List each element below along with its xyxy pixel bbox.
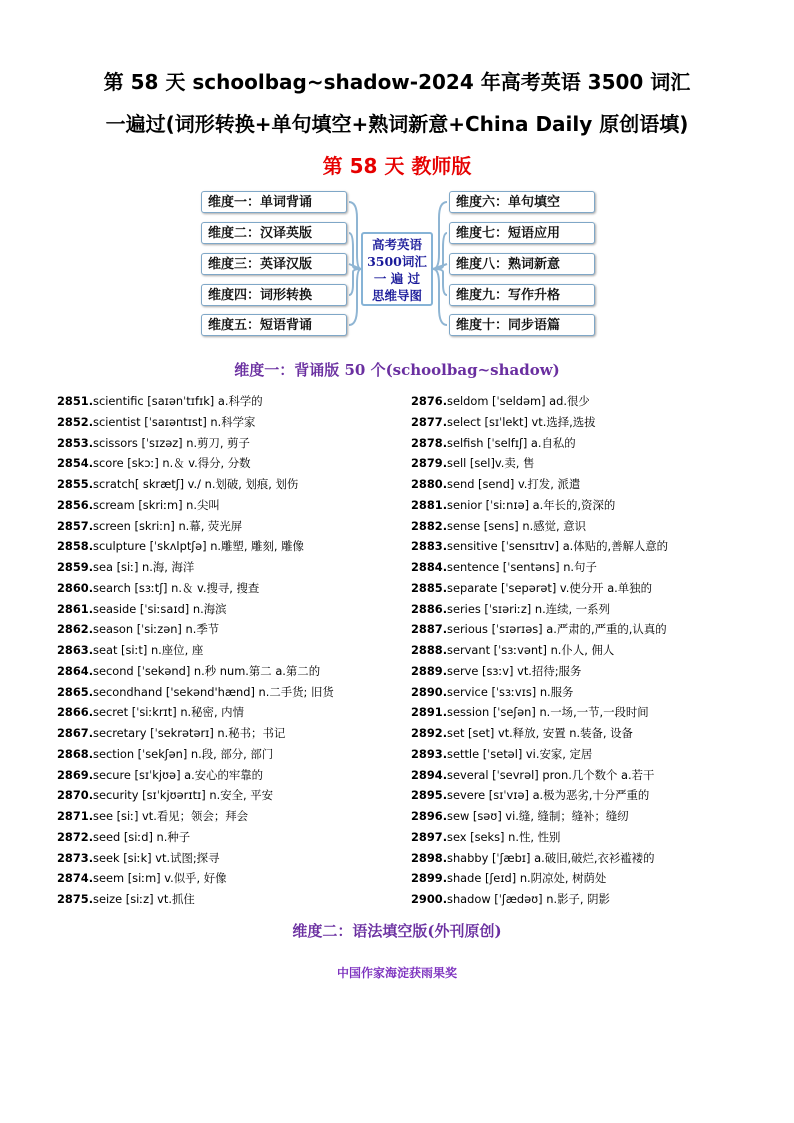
vocab-number: 2893.	[411, 746, 448, 761]
vocab-entry	[57, 661, 402, 682]
vocab-definition: sex [seks] n.性, 性别	[447, 829, 561, 844]
vocab-number: 2892.	[411, 726, 448, 740]
vocab-entry	[57, 536, 402, 557]
vocab-definition: shade [ʃeɪd] n.阴凉处, 树荫处	[447, 871, 607, 886]
vocab-entry	[411, 806, 756, 827]
vocab-definition: sentence [ˈsentəns] n.句子	[447, 560, 597, 574]
vocab-definition: secure [sɪˈkjʊə] a.安心的牢靠的	[93, 767, 264, 782]
vocab-definition: sensitive [ˈsensɪtɪv] a.体贴的,善解人意的	[447, 539, 669, 554]
vocab-number: 2895.	[411, 788, 448, 803]
vocab-number: 2851.	[57, 394, 94, 408]
vocab-number: 2870.	[57, 788, 94, 803]
vocab-entry	[411, 785, 756, 806]
vocab-entry	[57, 578, 402, 599]
vocab-entry	[57, 557, 402, 578]
vocab-entry	[57, 619, 402, 640]
vocab-number: 2871.	[57, 809, 94, 823]
vocab-entry	[411, 433, 756, 454]
vocab-definition: several [ˈsevrəl] pron.几个数个 a.若干	[447, 767, 655, 782]
vocab-definition: settle [ˈsetəl] vi.安家, 定居	[447, 746, 593, 761]
vocab-number: 2877.	[411, 414, 448, 429]
vocab-number: 2859.	[57, 560, 94, 574]
vocab-definition: seaside [ˈsiːsaɪd] n.海滨	[93, 601, 227, 616]
vocab-number: 2854.	[57, 456, 94, 471]
vocab-number: 2890.	[411, 684, 448, 699]
vocab-number: 2896.	[411, 809, 448, 823]
vocab-entry	[57, 765, 402, 786]
vocab-entry	[411, 723, 756, 744]
mind-map-node-right-4: 维度九：写作升格	[449, 284, 595, 306]
vocab-entry	[57, 453, 402, 474]
vocab-definition: second [ˈsekənd] n.秒 num.第二 a.第二的	[93, 663, 321, 678]
mind-map-center-node	[361, 232, 433, 306]
vocab-definition: score [skɔː] n.＆ v.得分, 分数	[93, 456, 251, 471]
vocab-entry	[57, 827, 402, 848]
vocab-number: 2866.	[57, 705, 94, 720]
vocab-definition: scissors [ˈsɪzəz] n.剪刀, 剪子	[93, 435, 250, 450]
vocab-definition: shadow [ˈʃædəʊ] n.影子, 阴影	[447, 892, 610, 906]
vocab-definition: sense [sens] n.感觉, 意识	[447, 518, 587, 533]
vocab-number: 2857.	[57, 518, 94, 533]
vocab-number: 2852.	[57, 414, 94, 429]
vocab-definition: serve [sɜːv] vt.招待;服务	[447, 663, 582, 678]
center-line-1: 高考英语	[371, 237, 422, 252]
vocab-number: 2873.	[57, 850, 94, 865]
mind-map-node-right-3: 维度八：熟词新意	[449, 253, 595, 275]
vocab-definition: scratch[ skrætʃ] v./ n.划破, 划痕, 划伤	[93, 477, 299, 491]
vocab-entry	[57, 723, 402, 744]
teacher-edition-subtitle: 第 58 天 教师版	[322, 154, 472, 178]
vocab-number: 2861.	[57, 601, 94, 616]
vocab-definition: session [ˈseʃən] n.一场,一节,一段时间	[447, 705, 649, 720]
vocab-number: 2894.	[411, 767, 448, 782]
vocab-number: 2881.	[411, 497, 448, 512]
vocab-entry	[57, 682, 402, 703]
vocab-definition: selfish [ˈselfɪʃ] a.自私的	[447, 435, 576, 450]
vocab-number: 2865.	[57, 684, 94, 699]
vocab-entry	[411, 868, 756, 889]
mind-map-node-left-2: 维度二：汉译英版	[201, 222, 347, 244]
vocab-number: 2889.	[411, 663, 448, 678]
vocab-entry	[411, 661, 756, 682]
vocab-number: 2900.	[411, 892, 448, 906]
vocab-number: 2882.	[411, 518, 448, 533]
section-heading-grammar-fill: 维度二：语法填空版(外刊原创)	[292, 922, 502, 940]
vocab-definition: scream [skriːm] n.尖叫	[93, 497, 220, 512]
vocab-definition: season [ˈsiːzən] n.季节	[93, 622, 220, 637]
vocab-entry	[57, 599, 402, 620]
vocab-entry	[411, 744, 756, 765]
vocab-number: 2868.	[57, 746, 94, 761]
vocab-definition: severe [sɪˈvɪə] a.极为恶劣,十分严重的	[447, 788, 650, 803]
vocab-number: 2887.	[411, 622, 448, 637]
word-list-left-column	[57, 391, 402, 910]
vocab-definition: seek [siːk] vt.试图;探寻	[93, 850, 220, 865]
vocab-entry	[57, 806, 402, 827]
vocab-definition: sew [səʊ] vi.缝, 缝制；缝补；缝纫	[447, 809, 629, 823]
vocab-number: 2878.	[411, 435, 448, 450]
vocab-entry	[411, 640, 756, 661]
mind-map-node-left-4: 维度四：词形转换	[201, 284, 347, 306]
mind-map-node-right-5: 维度十：同步语篇	[449, 314, 595, 336]
vocab-entry	[411, 474, 756, 495]
vocab-entry	[411, 619, 756, 640]
vocab-entry	[57, 391, 402, 412]
vocab-number: 2884.	[411, 560, 448, 574]
vocab-number: 2853.	[57, 435, 94, 450]
vocab-definition: send [send] v.打发, 派遣	[447, 477, 581, 491]
vocab-entry	[57, 785, 402, 806]
vocab-entry	[411, 536, 756, 557]
vocab-definition: set [set] vt.释放, 安置 n.装备, 设备	[447, 726, 633, 740]
vocab-number: 2869.	[57, 767, 94, 782]
vocab-number: 2898.	[411, 850, 448, 865]
word-list-right-column	[411, 391, 756, 910]
vocab-number: 2883.	[411, 539, 448, 554]
vocab-entry	[57, 868, 402, 889]
vocab-entry	[411, 702, 756, 723]
vocab-definition: screen [skriːn] n.幕, 荧光屏	[93, 518, 243, 533]
vocab-definition: scientist [ˈsaɪəntɪst] n.科学家	[93, 414, 256, 429]
vocab-entry	[57, 495, 402, 516]
vocab-definition: search [sɜːtʃ] n.＆ v.搜寻, 搜查	[93, 580, 260, 595]
vocab-definition: sea [siː] n.海, 海洋	[93, 560, 195, 574]
vocab-definition: see [siː] vt.看见；领会；拜会	[93, 809, 249, 823]
vocab-number: 2872.	[57, 829, 94, 844]
vocab-entry	[57, 433, 402, 454]
vocab-entry	[411, 495, 756, 516]
vocab-number: 2856.	[57, 497, 94, 512]
vocab-definition: secretary [ˈsekrətərɪ] n.秘书；书记	[93, 726, 286, 740]
vocab-definition: senior [ˈsiːnɪə] a.年长的,资深的	[447, 497, 616, 512]
vocab-entry	[411, 765, 756, 786]
vocab-definition: seat [siːt] n.座位, 座	[93, 643, 204, 657]
vocab-number: 2888.	[411, 643, 448, 657]
vocab-entry	[57, 412, 402, 433]
vocab-number: 2867.	[57, 726, 94, 740]
vocab-entry	[57, 640, 402, 661]
vocab-definition: servant [ˈsɜːvənt] n.仆人, 佣人	[447, 643, 615, 657]
vocab-number: 2876.	[411, 394, 448, 408]
vocab-definition: security [sɪˈkjʊərɪtɪ] n.安全, 平安	[93, 788, 274, 803]
vocab-number: 2897.	[411, 829, 448, 844]
mind-map-node-left-3: 维度三：英译汉版	[201, 253, 347, 275]
vocab-definition: seed [siːd] n.种子	[93, 829, 191, 844]
vocab-entry	[57, 702, 402, 723]
vocab-number: 2858.	[57, 539, 94, 554]
center-line-4: 思维导图	[371, 288, 422, 303]
vocab-entry	[57, 848, 402, 869]
vocab-definition: shabby [ˈʃæbɪ] a.破旧,破烂,衣衫褴褛的	[447, 850, 655, 865]
vocab-definition: select [sɪˈlekt] vt.选择,选拔	[447, 414, 596, 429]
vocab-definition: seldom [ˈseldəm] ad.很少	[447, 394, 590, 408]
vocab-definition: separate [ˈsepərət] v.使分开 a.单独的	[447, 580, 652, 595]
vocab-entry	[411, 516, 756, 537]
vocab-entry	[411, 453, 756, 474]
vocab-entry	[411, 889, 756, 910]
vocab-number: 2855.	[57, 477, 94, 491]
vocab-number: 2874.	[57, 871, 94, 886]
vocab-definition: series [ˈsɪəriːz] n.连续, 一系列	[447, 601, 610, 616]
vocab-number: 2863.	[57, 643, 94, 657]
article-title-link[interactable]: 中国作家海淀获雨果奖	[336, 966, 457, 980]
vocab-number: 2891.	[411, 705, 448, 720]
mind-map-node-right-1: 维度六：单句填空	[449, 191, 595, 213]
vocab-entry	[57, 474, 402, 495]
vocab-entry	[411, 578, 756, 599]
vocab-definition: seem [siːm] v.似乎, 好像	[93, 871, 227, 886]
vocab-number: 2875.	[57, 892, 94, 906]
vocab-entry	[411, 557, 756, 578]
vocab-definition: sculpture [ˈskʌlptʃə] n.雕塑, 雕刻, 雕像	[93, 539, 304, 554]
vocab-definition: serious [ˈsɪərɪəs] a.严肃的,严重的,认真的	[447, 622, 667, 637]
vocab-definition: secondhand ['sekənd'hænd] n.二手货; 旧货	[93, 684, 334, 699]
center-line-3: 一 遍 过	[373, 271, 421, 286]
vocab-entry	[57, 516, 402, 537]
section-heading-recitation: 维度一：背诵版 50 个(schoolbag~shadow)	[234, 361, 560, 379]
vocab-number: 2880.	[411, 477, 448, 491]
vocab-number: 2860.	[57, 580, 94, 595]
vocab-entry	[411, 682, 756, 703]
center-line-2: 3500词汇	[367, 254, 427, 269]
vocab-entry	[411, 391, 756, 412]
vocab-entry	[411, 412, 756, 433]
vocab-definition: secret [ˈsiːkrɪt] n.秘密, 内情	[93, 705, 244, 720]
vocab-number: 2879.	[411, 456, 448, 471]
vocab-number: 2886.	[411, 601, 448, 616]
vocab-entry	[411, 599, 756, 620]
vocab-number: 2864.	[57, 663, 94, 678]
vocab-definition: seize [siːz] vt.抓住	[93, 892, 195, 906]
vocab-entry	[411, 827, 756, 848]
document-title-line-2: 一遍过(词形转换+单句填空+熟词新意+China Daily 原创语填)	[105, 112, 689, 136]
mind-map-node-left-1: 维度一：单词背诵	[201, 191, 347, 213]
mind-map	[201, 188, 595, 338]
vocab-entry	[411, 848, 756, 869]
mind-map-node-right-2: 维度七：短语应用	[449, 222, 595, 244]
vocab-number: 2899.	[411, 871, 448, 886]
vocab-definition: service [ˈsɜːvɪs] n.服务	[447, 684, 574, 699]
vocab-definition: sell [sel]v.卖, 售	[447, 456, 535, 471]
mind-map-node-left-5: 维度五：短语背诵	[201, 314, 347, 336]
vocab-entry	[57, 744, 402, 765]
document-title-line-1: 第 58 天 schoolbag~shadow-2024 年高考英语 3500 词汇	[103, 70, 691, 94]
vocab-number: 2885.	[411, 580, 448, 595]
vocab-definition: scientific [saɪənˈtɪfɪk] a.科学的	[93, 394, 263, 408]
vocab-definition: section [ˈsekʃən] n.段, 部分, 部门	[93, 746, 274, 761]
vocab-number: 2862.	[57, 622, 94, 637]
vocab-entry	[57, 889, 402, 910]
